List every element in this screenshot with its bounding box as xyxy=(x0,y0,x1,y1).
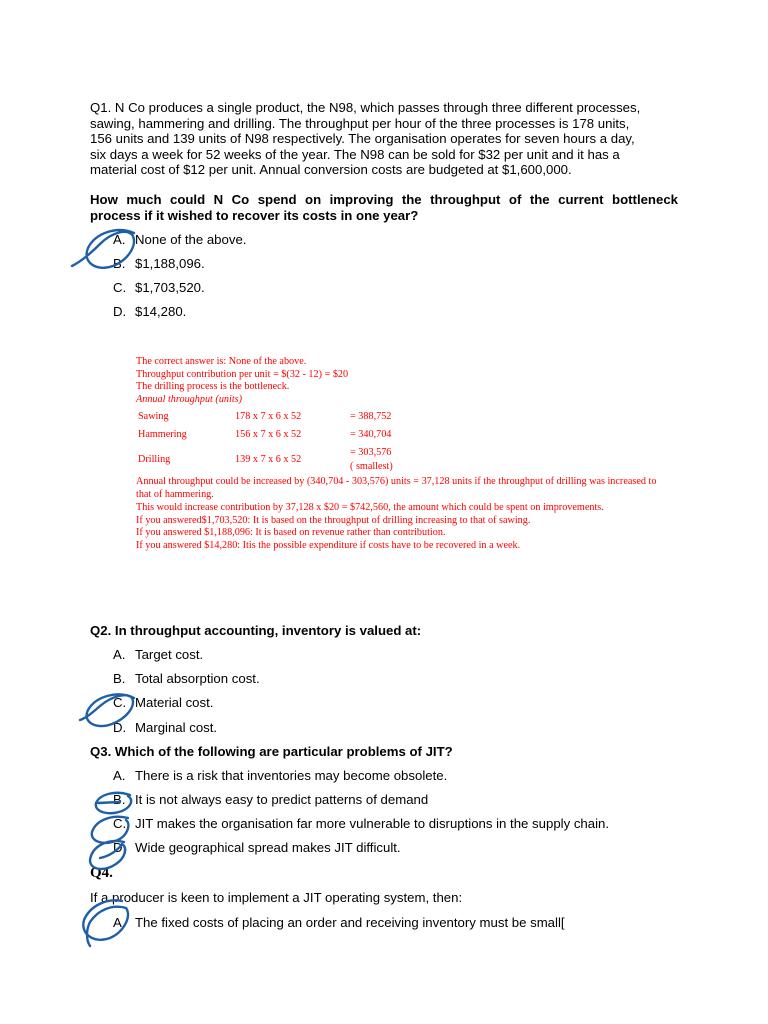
option-text: Material cost. xyxy=(135,695,214,710)
table-cell-note: ( smallest) xyxy=(350,461,393,472)
option-letter: B. xyxy=(113,256,126,271)
q1-question-line: process if it wished to recover its costs in one year? xyxy=(90,207,419,223)
option-text: JIT makes the organisation far more vulnerable to disruptions in the supply chain. xyxy=(135,816,610,831)
q3-option-c[interactable] xyxy=(113,816,609,832)
table-cell-calc: 156 x 7 x 6 x 52 xyxy=(235,429,302,440)
q2-option-b[interactable] xyxy=(113,671,260,687)
option-letter: D. xyxy=(113,720,127,735)
q1-question-line: How much could N Co spend on improving the throughput of the current bottleneck xyxy=(90,192,678,207)
q2-question: Q2. In throughput accounting, inventory is valued at: xyxy=(90,623,422,638)
q1-option-c[interactable] xyxy=(113,280,205,296)
explanation-line: Annual throughput (units) xyxy=(136,393,243,405)
q1-option-a[interactable] xyxy=(113,232,246,248)
q1-stem-line: 156 units and 139 units of N98 respectively. The organisation operates for seven hours a day, xyxy=(90,131,635,147)
q1-stem xyxy=(90,100,678,178)
explanation-line: The drilling process is the bottleneck. xyxy=(136,381,290,393)
option-letter: A. xyxy=(113,232,126,247)
option-letter: B. xyxy=(113,792,126,807)
option-letter: A. xyxy=(113,647,126,662)
q1-stem-line: six days a week for 52 weeks of the year. The N98 can be sold for $32 per unit and it has a xyxy=(90,146,620,162)
table-cell-name: Sawing xyxy=(138,411,169,422)
table-cell-name: Hammering xyxy=(138,429,187,440)
q1-stem-line: sawing, hammering and drilling. The throughput per hour of the three processes is 178 units, xyxy=(90,115,630,131)
q1-option-b[interactable] xyxy=(113,256,205,272)
option-text: Wide geographical spread makes JIT difficult. xyxy=(135,840,401,855)
option-letter: A. xyxy=(113,768,126,783)
table-cell-name: Drilling xyxy=(138,454,171,465)
option-text: Target cost. xyxy=(135,647,204,662)
q3-option-b[interactable] xyxy=(113,792,428,808)
q4-question: If a producer is keen to implement a JIT operating system, then: xyxy=(90,890,463,905)
option-text: The fixed costs of placing an order and receiving inventory must be small[ xyxy=(135,915,565,930)
q1-option-d[interactable] xyxy=(113,304,186,320)
q1-explanation-bottom xyxy=(136,476,656,553)
q4-option-a[interactable] xyxy=(113,915,565,931)
table-cell-result: = 388,752 xyxy=(350,411,392,422)
table-cell-result: = 303,576 xyxy=(350,447,392,458)
explanation-line: The correct answer is: None of the above. xyxy=(136,356,307,367)
q2-option-a[interactable] xyxy=(113,647,203,663)
option-letter: C. xyxy=(113,816,127,831)
option-letter: D. xyxy=(113,304,127,319)
option-text: Total absorption cost. xyxy=(135,671,260,686)
explanation-line: If you answered $14,280: Itis the possible expenditure if costs have to be recovered in a week. xyxy=(136,539,521,551)
option-letter: D. xyxy=(113,840,127,855)
q1-question xyxy=(90,192,678,223)
table-cell-calc: 178 x 7 x 6 x 52 xyxy=(235,411,302,422)
q4-heading: Q4. xyxy=(90,865,113,881)
q2-option-c[interactable] xyxy=(113,695,213,711)
option-text: Marginal cost. xyxy=(135,720,218,735)
explanation-line: Annual throughput could be increased by (340,704 - 303,576) units = 37,128 units if the throughput of drilling was increased to xyxy=(136,476,657,487)
q3-option-d[interactable] xyxy=(113,840,401,856)
q1-stem-line: material cost of $12 per unit. Annual conversion costs are budgeted at $1,600,000. xyxy=(90,162,572,178)
explanation-line: that of hammering. xyxy=(136,488,214,500)
option-letter: A. xyxy=(113,915,126,930)
explanation-line: Throughput contribution per unit = $(32 - 12) = $20 xyxy=(136,368,349,380)
option-letter: B. xyxy=(113,671,126,686)
option-letter: C. xyxy=(113,280,127,295)
option-text: It is not always easy to predict patterns of demand xyxy=(135,792,429,807)
option-text: $1,703,520. xyxy=(135,280,205,295)
option-text: $1,188,096. xyxy=(135,256,205,271)
option-text: $14,280. xyxy=(135,304,187,319)
q3-question: Q3. Which of the following are particular problems of JIT? xyxy=(90,744,453,759)
q1-explanation-top xyxy=(136,356,348,406)
explanation-line: If you answered$1,703,520: It is based on the throughput of drilling increasing to that of sawing. xyxy=(136,514,531,526)
explanation-line: If you answered $1,188,096: It is based on revenue rather than contribution. xyxy=(136,527,446,539)
table-cell-result: = 340,704 xyxy=(350,429,392,440)
option-text: None of the above. xyxy=(135,232,247,247)
option-letter: C. xyxy=(113,695,127,710)
q3-option-a[interactable] xyxy=(113,768,447,784)
option-text: There is a risk that inventories may become obsolete. xyxy=(135,768,448,783)
table-cell-calc: 139 x 7 x 6 x 52 xyxy=(235,454,302,465)
explanation-line: This would increase contribution by 37,128 x $20 = $742,560, the amount which could be spent on improvements. xyxy=(136,502,604,514)
q2-option-d[interactable] xyxy=(113,720,217,736)
q1-stem-line: Q1. N Co produces a single product, the N98, which passes through three different processes, xyxy=(90,100,641,115)
